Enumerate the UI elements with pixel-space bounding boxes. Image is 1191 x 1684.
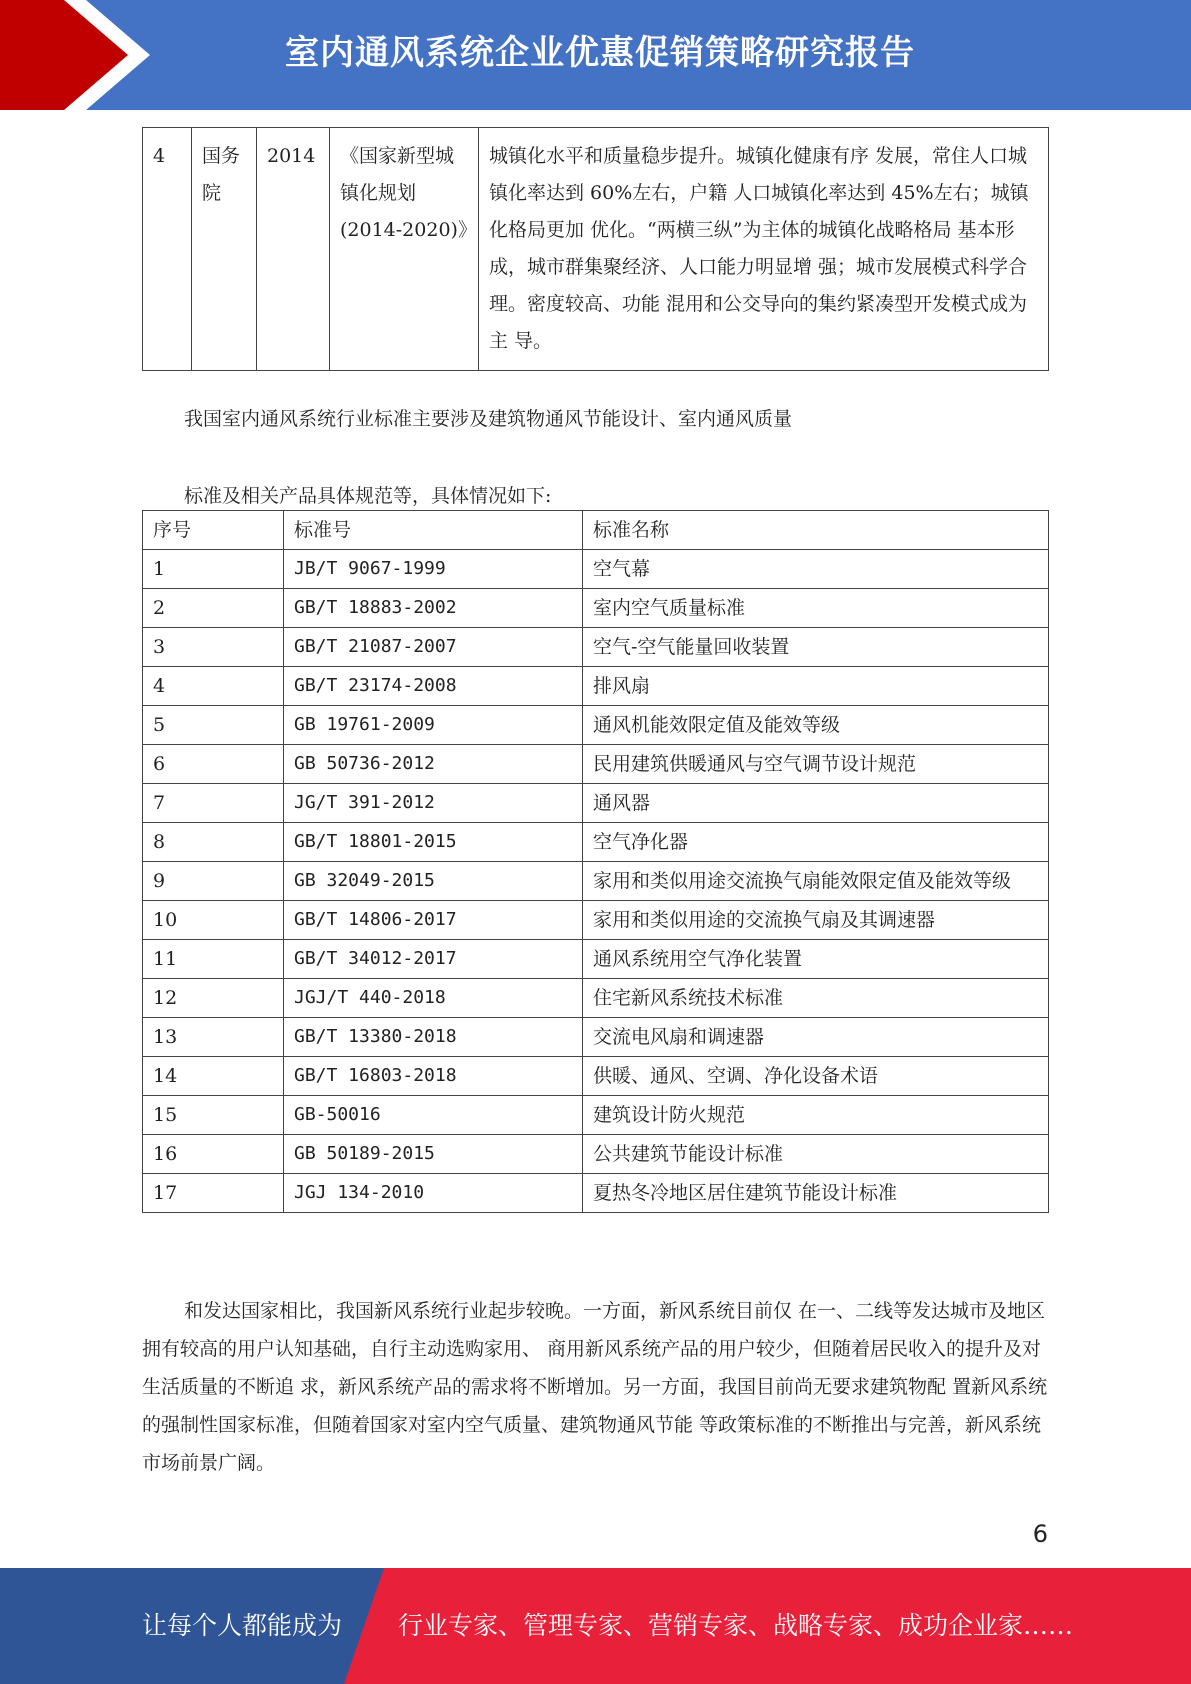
row-name: 夏热冬冷地区居住建筑节能设计标准 <box>583 1174 1049 1213</box>
row-name: 通风系统用空气净化装置 <box>583 940 1049 979</box>
row-name: 建筑设计防火规范 <box>583 1096 1049 1135</box>
row-no: 5 <box>143 706 284 745</box>
table-row <box>143 550 1049 589</box>
table-row <box>143 1057 1049 1096</box>
table-row <box>143 128 1049 371</box>
row-code: GB 32049-2015 <box>284 862 583 901</box>
row-no: 10 <box>143 901 284 940</box>
table-row <box>143 901 1049 940</box>
row-no: 1 <box>143 550 284 589</box>
row-no: 15 <box>143 1096 284 1135</box>
row-name: 公共建筑节能设计标准 <box>583 1135 1049 1174</box>
table-row <box>143 1174 1049 1213</box>
row-name: 住宅新风系统技术标准 <box>583 979 1049 1018</box>
table-row <box>143 628 1049 667</box>
row-code: GB 19761-2009 <box>284 706 583 745</box>
row-code: JG/T 391-2012 <box>284 784 583 823</box>
table-row <box>143 784 1049 823</box>
table-row <box>143 862 1049 901</box>
row-no: 8 <box>143 823 284 862</box>
policy-dept: 国务院 <box>192 128 257 371</box>
row-no: 16 <box>143 1135 284 1174</box>
row-no: 4 <box>143 667 284 706</box>
row-no: 17 <box>143 1174 284 1213</box>
table-row <box>143 823 1049 862</box>
row-no: 14 <box>143 1057 284 1096</box>
conclusion-paragraph: 和发达国家相比，我国新风系统行业起步较晚。一方面，新风系统目前仅 在一、二线等发达城市及地区拥有较高的用户认知基础，自行主动选购家用、 商用新风系统产品的用户较少，但随着居民收入的提升及对生活质量的不断追 求，新风系统产品的需求将不断增加。另一方面，我国目前尚无要求建筑物配 置新风系统的强制性国家标准，但随着国家对室内空气质量、建筑物通风节能 等政策标准的不断推出与完善，新风系统市场前景广阔。 <box>142 1300 1048 1474</box>
row-code: GB/T 18883-2002 <box>284 589 583 628</box>
row-code: GB/T 18801-2015 <box>284 823 583 862</box>
row-no: 13 <box>143 1018 284 1057</box>
table-row <box>143 745 1049 784</box>
row-name: 空气净化器 <box>583 823 1049 862</box>
header-name: 标准名称 <box>583 511 1049 550</box>
row-no: 7 <box>143 784 284 823</box>
row-code: GB/T 14806-2017 <box>284 901 583 940</box>
row-code: GB/T 21087-2007 <box>284 628 583 667</box>
row-name: 排风扇 <box>583 667 1049 706</box>
row-name: 通风机能效限定值及能效等级 <box>583 706 1049 745</box>
row-code: GB/T 23174-2008 <box>284 667 583 706</box>
policy-name: 《国家新型城镇化规划(2014-2020)》 <box>330 128 479 371</box>
row-name: 空气-空气能量回收装置 <box>583 628 1049 667</box>
row-code: JB/T 9067-1999 <box>284 550 583 589</box>
row-no: 11 <box>143 940 284 979</box>
table-row <box>143 1096 1049 1135</box>
page-header <box>0 0 1191 110</box>
row-code: JGJ/T 440-2018 <box>284 979 583 1018</box>
row-code: GB/T 16803-2018 <box>284 1057 583 1096</box>
row-code: GB 50189-2015 <box>284 1135 583 1174</box>
report-title: 室内通风系统企业优惠促销策略研究报告 <box>285 33 915 73</box>
table-row <box>143 667 1049 706</box>
intro-line-1: 我国室内通风系统行业标准主要涉及建筑物通风节能设计、室内通风质量 <box>184 408 793 430</box>
row-code: GB 50736-2012 <box>284 745 583 784</box>
row-code: JGJ 134-2010 <box>284 1174 583 1213</box>
row-code: GB/T 13380-2018 <box>284 1018 583 1057</box>
policy-year: 2014 <box>257 128 330 371</box>
policy-content: 城镇化水平和质量稳步提升。城镇化健康有序 发展，常住人口城镇化率达到 60%左右，户籍 人口城镇化率达到 45%左右；城镇化格局更加 优化。“两横三纵”为主体的城镇化战略格局 基本形成，城市群集聚经济、人口能力明显增 强；城市发展模式科学合理。密度较高、功能 混用和公交导向的集约紧凑型开发模式成为主 导。 <box>479 128 1049 371</box>
page-footer <box>0 1568 1191 1684</box>
row-name: 室内空气质量标准 <box>583 589 1049 628</box>
row-no: 2 <box>143 589 284 628</box>
row-code: GB/T 34012-2017 <box>284 940 583 979</box>
header-no: 序号 <box>143 511 284 550</box>
row-name: 交流电风扇和调速器 <box>583 1018 1049 1057</box>
table-row <box>143 589 1049 628</box>
table-row <box>143 1135 1049 1174</box>
row-name: 民用建筑供暖通风与空气调节设计规范 <box>583 745 1049 784</box>
row-name: 供暖、通风、空调、净化设备术语 <box>583 1057 1049 1096</box>
row-name: 空气幕 <box>583 550 1049 589</box>
intro-line-2: 标准及相关产品具体规范等，具体情况如下: <box>184 485 552 507</box>
standards-table <box>142 510 1049 1213</box>
table-row <box>143 706 1049 745</box>
policy-table <box>142 127 1049 371</box>
table-row <box>143 979 1049 1018</box>
row-no: 12 <box>143 979 284 1018</box>
row-no: 3 <box>143 628 284 667</box>
policy-no: 4 <box>143 128 192 371</box>
row-no: 6 <box>143 745 284 784</box>
row-name: 家用和类似用途交流换气扇能效限定值及能效等级 <box>583 862 1049 901</box>
table-row <box>143 940 1049 979</box>
page-number: 6 <box>1032 1520 1048 1548</box>
table-row <box>143 1018 1049 1057</box>
row-name: 通风器 <box>583 784 1049 823</box>
header-code: 标准号 <box>284 511 583 550</box>
row-no: 9 <box>143 862 284 901</box>
footer-slogan-left: 让每个人都能成为 <box>142 1611 343 1640</box>
table-header-row <box>143 511 1049 550</box>
row-name: 家用和类似用途的交流换气扇及其调速器 <box>583 901 1049 940</box>
footer-slogan-right: 行业专家、管理专家、营销专家、战略专家、成功企业家…… <box>398 1611 1074 1640</box>
row-code: GB-50016 <box>284 1096 583 1135</box>
